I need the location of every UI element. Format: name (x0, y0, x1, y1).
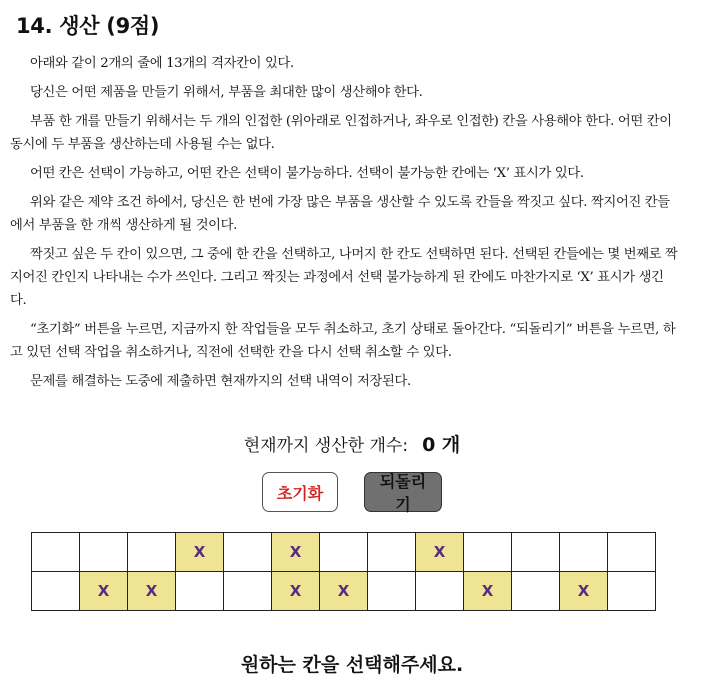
grid-cell-blocked: X (176, 533, 224, 572)
grid-cell[interactable] (608, 572, 656, 611)
control-buttons (0, 472, 704, 512)
grid-cell-blocked: X (320, 572, 368, 611)
instruction-message: 원하는 칸을 선택해주세요. (240, 654, 464, 676)
grid-cell[interactable] (416, 572, 464, 611)
grid-cell-blocked: X (128, 572, 176, 611)
grid-cell-blocked: X (80, 572, 128, 611)
paragraph: 아래와 같이 2개의 줄에 13개의 격자칸이 있다. (30, 56, 294, 71)
grid-cell-blocked: X (272, 533, 320, 572)
produced-count: 0 개 (422, 434, 461, 456)
paragraph: 어떤 칸은 선택이 가능하고, 어떤 칸은 선택이 불가능하다. 선택이 불가능한 칸에는 ‘X’ 표시가 있다. (30, 166, 584, 181)
grid-cell[interactable] (32, 533, 80, 572)
problem-statement (10, 52, 680, 399)
grid-cell[interactable] (224, 572, 272, 611)
paragraph: 짝짓고 싶은 두 칸이 있으면, 그 중에 한 칸을 선택하고, 나머지 한 칸도 선택하면 된다. 선택된 칸들에는 몇 번째로 짝지어진 칸인지 나타내는 수가 쓰인다. 그리고 짝짓는 과정에서 선택 불가능하게 된 칸에도 마찬가지로 ‘X’ 표시가 생긴다. (10, 247, 678, 308)
grid-cell[interactable] (512, 572, 560, 611)
grid-cell-blocked: X (464, 572, 512, 611)
grid-cell[interactable] (368, 572, 416, 611)
paragraph: “초기화” 버튼을 누르면, 지금까지 한 작업들을 모두 취소하고, 초기 상태로 돌아간다. “되돌리기” 버튼을 누르면, 하고 있던 선택 작업을 취소하거나, 직전에 선택한 칸을 다시 선택 취소할 수 있다. (10, 322, 676, 360)
grid-cell-blocked: X (560, 572, 608, 611)
status-label: 현재까지 생산한 개수: (243, 436, 409, 456)
grid-cell-blocked: X (416, 533, 464, 572)
grid-cell[interactable] (224, 533, 272, 572)
paragraph: 부품 한 개를 만들기 위해서는 두 개의 인접한 (위아래로 인접하거나, 좌우로 인접한) 칸을 사용해야 한다. 어떤 칸이 동시에 두 부품을 생산하는데 사용될 수는 없다. (10, 114, 672, 152)
production-status (0, 430, 704, 457)
grid-cell[interactable] (80, 533, 128, 572)
grid-cell[interactable] (608, 533, 656, 572)
grid-cell-blocked: X (272, 572, 320, 611)
grid-cell[interactable] (368, 533, 416, 572)
paragraph: 위와 같은 제약 조건 하에서, 당신은 한 번에 가장 많은 부품을 생산할 수 있도록 칸들을 짝짓고 싶다. 짝지어진 칸들에서 부품을 한 개씩 생산하게 될 것이다. (10, 195, 670, 233)
grid-cell[interactable] (32, 572, 80, 611)
reset-button[interactable]: 초기화 (262, 472, 338, 512)
grid-cell[interactable] (320, 533, 368, 572)
paragraph: 문제를 해결하는 도중에 제출하면 현재까지의 선택 내역이 저장된다. (30, 374, 411, 389)
grid-cell[interactable] (464, 533, 512, 572)
grid-cell[interactable] (560, 533, 608, 572)
paragraph: 당신은 어떤 제품을 만들기 위해서, 부품을 최대한 많이 생산해야 한다. (30, 85, 423, 100)
grid-cell[interactable] (512, 533, 560, 572)
grid-cell[interactable] (176, 572, 224, 611)
grid-cell[interactable] (128, 533, 176, 572)
undo-button[interactable]: 되돌리기 (364, 472, 442, 512)
problem-title: 14. 생산 (9점) (16, 14, 160, 38)
cell-grid (31, 532, 656, 611)
